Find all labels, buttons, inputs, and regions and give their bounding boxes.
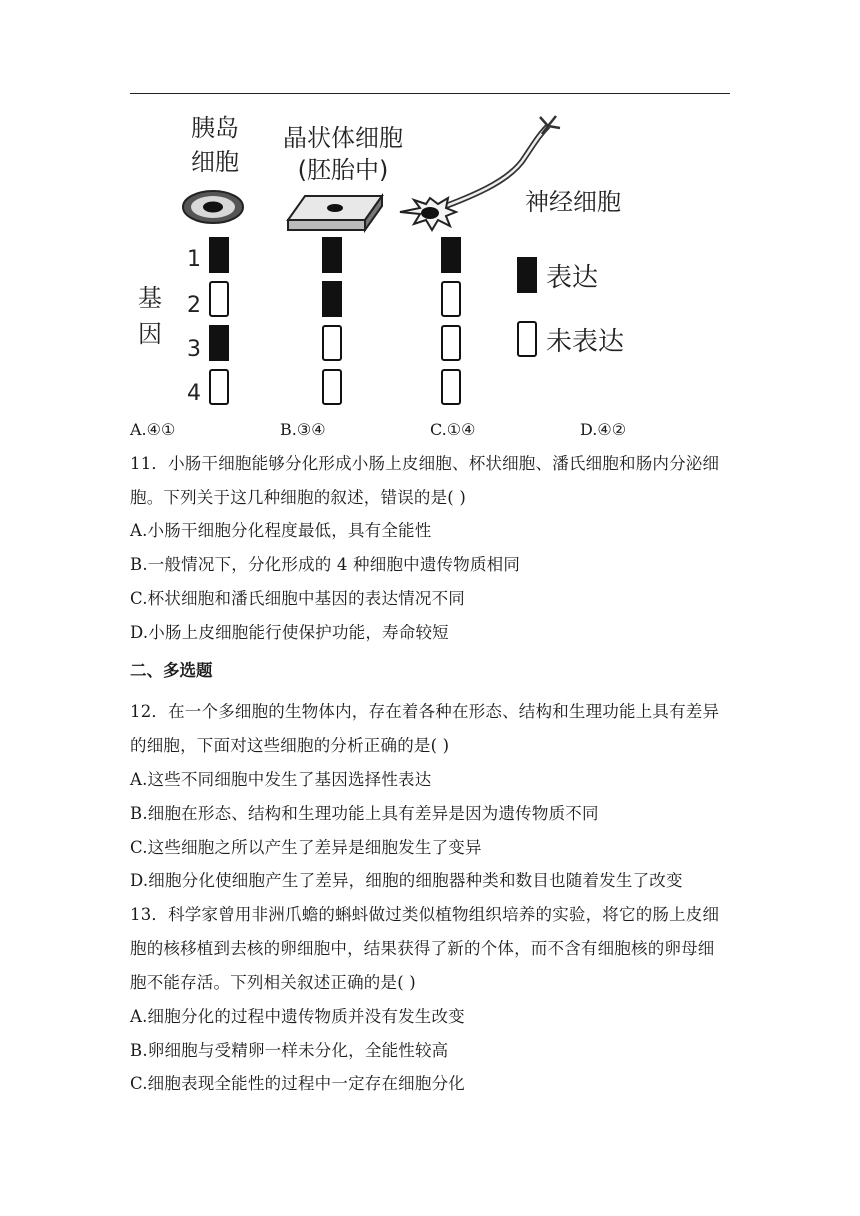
gene-box-cell1-gene3-expressed <box>210 326 228 360</box>
q11-option-a: A.小肠干细胞分化程度最低，具有全能性 <box>130 521 432 540</box>
gene-box-cell1-gene2-not-expressed <box>210 282 228 316</box>
section-heading: 二、多选题 <box>130 661 213 680</box>
q11-option-d: D.小肠上皮细胞能行使保护功能，寿命较短 <box>130 623 449 642</box>
gene-box-cell2-gene2-expressed <box>323 282 341 316</box>
gene-number-1: 1 <box>187 247 201 272</box>
islet-cell-icon <box>183 191 243 223</box>
gene-box-cell2-gene4-not-expressed <box>323 370 341 404</box>
gene-box-cell3-gene3-not-expressed <box>442 326 460 360</box>
gene-number-3: 3 <box>187 337 201 362</box>
q12-option-b: B.细胞在形态、结构和生理功能上具有差异是因为遗传物质不同 <box>130 804 599 823</box>
q12-option-d: D.细胞分化使细胞产生了差异，细胞的细胞器种类和数目也随着发生了改变 <box>130 871 683 890</box>
q10-options <box>130 420 730 444</box>
q13-stem-line3: 胞不能存活。下列相关叙述正确的是( ) <box>130 973 416 992</box>
gene-box-cell1-gene1-expressed <box>210 238 228 272</box>
gene-expression-diagram <box>130 112 650 414</box>
islet-cell-label-line2: 细胞 <box>191 148 239 176</box>
legend-not-expressed-label: 未表达 <box>546 327 625 357</box>
header-rule <box>130 93 730 94</box>
gene-box-cell2-gene1-expressed <box>323 238 341 272</box>
q10-option-c: C.①④ <box>430 420 476 439</box>
q10-option-b: B.③④ <box>280 420 326 439</box>
q13-option-a: A.细胞分化的过程中遗传物质并没有发生改变 <box>130 1007 465 1026</box>
gene-number-2: 2 <box>187 293 201 318</box>
lens-cell-label-line2: (胚胎中) <box>297 156 389 184</box>
lens-cell-label-line1: 晶状体细胞 <box>283 124 403 152</box>
q10-option-a: A.④① <box>130 420 176 439</box>
legend-expressed-label: 表达 <box>546 263 599 293</box>
lens-cell-icon <box>288 196 382 230</box>
q12-stem-line2: 的细胞，下面对这些细胞的分析正确的是( ) <box>130 736 450 755</box>
q11-stem-line1: 11．小肠干细胞能够分化形成小肠上皮细胞、杯状细胞、潘氏细胞和肠内分泌细 <box>130 454 720 473</box>
q13-option-b: B.卵细胞与受精卵一样未分化，全能性较高 <box>130 1041 449 1060</box>
gene-box-cell3-gene2-not-expressed <box>442 282 460 316</box>
q13-stem-line2: 胞的核移植到去核的卵细胞中，结果获得了新的个体，而不含有细胞核的卵母细 <box>130 939 715 958</box>
q13-option-c: C.细胞表现全能性的过程中一定存在细胞分化 <box>130 1074 465 1093</box>
q10-option-d: D.④② <box>580 420 627 439</box>
gene-box-cell3-gene4-not-expressed <box>442 370 460 404</box>
expression-boxes <box>210 238 460 404</box>
gene-expression-figure <box>130 112 650 414</box>
nerve-cell-label: 神经细胞 <box>525 188 621 216</box>
gene-box-cell1-gene4-not-expressed <box>210 370 228 404</box>
q11-option-c: C.杯状细胞和潘氏细胞中基因的表达情况不同 <box>130 589 465 608</box>
gene-label-line2: 因 <box>138 320 162 348</box>
q11-stem-line2: 胞。下列关于这几种细胞的叙述，错误的是( ) <box>130 488 467 507</box>
q13-stem-line1: 13．科学家曾用非洲爪蟾的蝌蚪做过类似植物组织培养的实验，将它的肠上皮细 <box>130 905 720 924</box>
gene-label-line1: 基 <box>138 284 162 312</box>
legend-not-expressed-swatch <box>518 322 536 356</box>
gene-box-cell2-gene3-not-expressed <box>323 326 341 360</box>
islet-cell-label-line1: 胰岛 <box>191 114 239 142</box>
q11-option-b: B.一般情况下，分化形成的 4 种细胞中遗传物质相同 <box>130 555 521 574</box>
q12-stem-line1: 12．在一个多细胞的生物体内，存在着各种在形态、结构和生理功能上具有差异 <box>130 702 720 721</box>
gene-box-cell3-gene1-expressed <box>442 238 460 272</box>
q12-option-a: A.这些不同细胞中发生了基因选择性表达 <box>130 770 432 789</box>
legend-expressed-swatch <box>518 258 536 292</box>
gene-number-4: 4 <box>187 381 201 406</box>
q12-option-c: C.这些细胞之所以产生了差异是细胞发生了变异 <box>130 838 482 857</box>
